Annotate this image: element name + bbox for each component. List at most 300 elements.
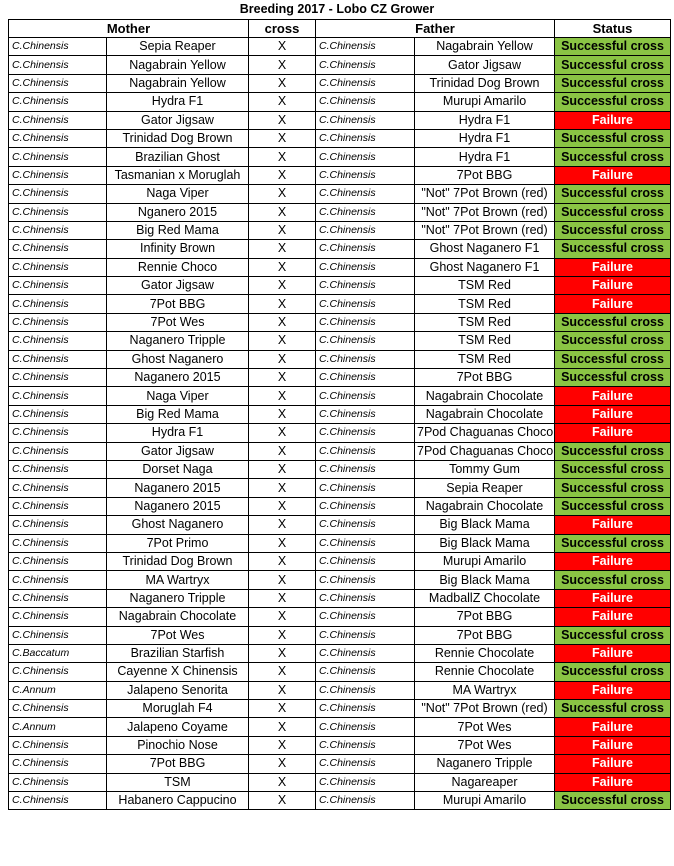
cross-cell: X <box>249 608 316 626</box>
table-row <box>9 571 671 589</box>
cross-cell: X <box>249 221 316 239</box>
status-cell: Failure <box>555 773 671 791</box>
father-species-cell: C.Chinensis <box>316 644 415 662</box>
cross-cell: X <box>249 369 316 387</box>
father-species-cell: C.Chinensis <box>316 56 415 74</box>
father-species-cell: C.Chinensis <box>316 552 415 570</box>
father-name-cell: Murupi Amarilo <box>415 792 555 810</box>
mother-species-cell: C.Chinensis <box>9 442 107 460</box>
table-row <box>9 479 671 497</box>
father-name-cell: Nagabrain Chocolate <box>415 405 555 423</box>
table-row <box>9 589 671 607</box>
status-cell: Successful cross <box>555 460 671 478</box>
mother-name-cell: Cayenne X Chinensis <box>107 663 249 681</box>
mother-species-cell: C.Chinensis <box>9 111 107 129</box>
table-row <box>9 663 671 681</box>
table-row <box>9 185 671 203</box>
mother-name-cell: Brazilian Starfish <box>107 644 249 662</box>
mother-species-cell: C.Annum <box>9 681 107 699</box>
father-name-cell: Nagareaper <box>415 773 555 791</box>
mother-name-cell: Brazilian Ghost <box>107 148 249 166</box>
cross-cell: X <box>249 240 316 258</box>
father-name-cell: Hydra F1 <box>415 148 555 166</box>
mother-species-cell: C.Chinensis <box>9 203 107 221</box>
father-species-cell: C.Chinensis <box>316 350 415 368</box>
father-name-cell: 7Pot BBG <box>415 166 555 184</box>
status-cell: Successful cross <box>555 148 671 166</box>
table-row <box>9 74 671 92</box>
mother-name-cell: Pinochio Nose <box>107 736 249 754</box>
mother-name-cell: Big Red Mama <box>107 221 249 239</box>
cross-cell: X <box>249 387 316 405</box>
status-cell: Successful cross <box>555 185 671 203</box>
father-name-cell: 7Pot Wes <box>415 736 555 754</box>
table-row <box>9 681 671 699</box>
mother-species-cell: C.Chinensis <box>9 755 107 773</box>
father-species-cell: C.Chinensis <box>316 626 415 644</box>
table-row <box>9 221 671 239</box>
mother-name-cell: Naganero Tripple <box>107 332 249 350</box>
mother-species-cell: C.Baccatum <box>9 644 107 662</box>
cross-cell: X <box>249 185 316 203</box>
mother-name-cell: Hydra F1 <box>107 93 249 111</box>
mother-species-cell: C.Chinensis <box>9 626 107 644</box>
father-name-cell: Naganero Tripple <box>415 755 555 773</box>
mother-name-cell: Naganero 2015 <box>107 497 249 515</box>
father-name-cell: Tommy Gum <box>415 460 555 478</box>
father-name-cell: 7Pot BBG <box>415 626 555 644</box>
father-name-cell: Rennie Chocolate <box>415 663 555 681</box>
father-species-cell: C.Chinensis <box>316 203 415 221</box>
status-cell: Successful cross <box>555 700 671 718</box>
table-row <box>9 792 671 810</box>
table-row <box>9 644 671 662</box>
mother-name-cell: Ghost Naganero <box>107 516 249 534</box>
status-cell: Successful cross <box>555 240 671 258</box>
mother-name-cell: 7Pot BBG <box>107 755 249 773</box>
table-row <box>9 626 671 644</box>
status-cell: Failure <box>555 589 671 607</box>
mother-species-cell: C.Chinensis <box>9 608 107 626</box>
status-cell: Successful cross <box>555 38 671 56</box>
status-cell: Successful cross <box>555 442 671 460</box>
table-row <box>9 148 671 166</box>
status-cell: Failure <box>555 424 671 442</box>
mother-species-cell: C.Chinensis <box>9 460 107 478</box>
table-row <box>9 203 671 221</box>
status-cell: Successful cross <box>555 332 671 350</box>
status-cell: Successful cross <box>555 74 671 92</box>
father-species-cell: C.Chinensis <box>316 608 415 626</box>
cross-cell: X <box>249 718 316 736</box>
mother-species-cell: C.Chinensis <box>9 166 107 184</box>
father-species-cell: C.Chinensis <box>316 148 415 166</box>
father-name-cell: "Not" 7Pot Brown (red) <box>415 203 555 221</box>
cross-cell: X <box>249 755 316 773</box>
status-cell: Failure <box>555 277 671 295</box>
father-name-cell: MA Wartryx <box>415 681 555 699</box>
mother-name-cell: Nganero 2015 <box>107 203 249 221</box>
mother-name-cell: Tasmanian x Moruglah <box>107 166 249 184</box>
status-cell: Successful cross <box>555 129 671 147</box>
father-species-cell: C.Chinensis <box>316 571 415 589</box>
father-species-cell: C.Chinensis <box>316 111 415 129</box>
mother-name-cell: Gator Jigsaw <box>107 442 249 460</box>
mother-species-cell: C.Chinensis <box>9 497 107 515</box>
table-body <box>9 38 671 810</box>
cross-cell: X <box>249 589 316 607</box>
cross-cell: X <box>249 258 316 276</box>
mother-name-cell: Jalapeno Coyame <box>107 718 249 736</box>
cross-cell: X <box>249 93 316 111</box>
father-species-cell: C.Chinensis <box>316 258 415 276</box>
father-species-cell: C.Chinensis <box>316 755 415 773</box>
status-cell: Failure <box>555 111 671 129</box>
mother-species-cell: C.Chinensis <box>9 185 107 203</box>
cross-cell: X <box>249 203 316 221</box>
mother-name-cell: Nagabrain Yellow <box>107 56 249 74</box>
table-row <box>9 38 671 56</box>
father-name-cell: Hydra F1 <box>415 129 555 147</box>
mother-name-cell: Moruglah F4 <box>107 700 249 718</box>
father-name-cell: TSM Red <box>415 295 555 313</box>
mother-name-cell: Trinidad Dog Brown <box>107 552 249 570</box>
father-name-cell: Trinidad Dog Brown <box>415 74 555 92</box>
table-row <box>9 111 671 129</box>
mother-species-cell: C.Chinensis <box>9 277 107 295</box>
status-cell: Successful cross <box>555 571 671 589</box>
mother-species-cell: C.Chinensis <box>9 700 107 718</box>
status-cell: Successful cross <box>555 313 671 331</box>
mother-name-cell: Hydra F1 <box>107 424 249 442</box>
father-species-cell: C.Chinensis <box>316 442 415 460</box>
father-name-cell: Murupi Amarilo <box>415 93 555 111</box>
father-name-cell: Gator Jigsaw <box>415 56 555 74</box>
father-species-cell: C.Chinensis <box>316 516 415 534</box>
father-name-cell: Nagabrain Chocolate <box>415 387 555 405</box>
mother-name-cell: Gator Jigsaw <box>107 111 249 129</box>
father-name-cell: Rennie Chocolate <box>415 644 555 662</box>
father-name-cell: 7Pot BBG <box>415 369 555 387</box>
status-cell: Successful cross <box>555 663 671 681</box>
table-row <box>9 700 671 718</box>
mother-name-cell: Dorset Naga <box>107 460 249 478</box>
cross-cell: X <box>249 460 316 478</box>
table-row <box>9 332 671 350</box>
father-species-cell: C.Chinensis <box>316 460 415 478</box>
header-cross: cross <box>249 20 316 38</box>
mother-species-cell: C.Annum <box>9 718 107 736</box>
cross-cell: X <box>249 148 316 166</box>
father-species-cell: C.Chinensis <box>316 185 415 203</box>
mother-species-cell: C.Chinensis <box>9 369 107 387</box>
mother-species-cell: C.Chinensis <box>9 74 107 92</box>
father-name-cell: "Not" 7Pot Brown (red) <box>415 700 555 718</box>
father-species-cell: C.Chinensis <box>316 700 415 718</box>
table-row <box>9 534 671 552</box>
cross-cell: X <box>249 736 316 754</box>
status-cell: Failure <box>555 608 671 626</box>
mother-species-cell: C.Chinensis <box>9 736 107 754</box>
status-cell: Successful cross <box>555 534 671 552</box>
table-row <box>9 295 671 313</box>
mother-species-cell: C.Chinensis <box>9 534 107 552</box>
table-row <box>9 497 671 515</box>
cross-cell: X <box>249 681 316 699</box>
cross-cell: X <box>249 497 316 515</box>
cross-cell: X <box>249 129 316 147</box>
father-name-cell: Sepia Reaper <box>415 479 555 497</box>
status-cell: Successful cross <box>555 93 671 111</box>
father-species-cell: C.Chinensis <box>316 405 415 423</box>
status-cell: Failure <box>555 295 671 313</box>
father-species-cell: C.Chinensis <box>316 424 415 442</box>
father-species-cell: C.Chinensis <box>316 497 415 515</box>
mother-name-cell: Big Red Mama <box>107 405 249 423</box>
mother-species-cell: C.Chinensis <box>9 295 107 313</box>
table-row <box>9 424 671 442</box>
cross-cell: X <box>249 700 316 718</box>
father-species-cell: C.Chinensis <box>316 332 415 350</box>
mother-species-cell: C.Chinensis <box>9 240 107 258</box>
father-name-cell: 7Pot BBG <box>415 608 555 626</box>
father-name-cell: Hydra F1 <box>415 111 555 129</box>
father-name-cell: 7Pot Wes <box>415 718 555 736</box>
father-species-cell: C.Chinensis <box>316 313 415 331</box>
father-species-cell: C.Chinensis <box>316 718 415 736</box>
status-cell: Successful cross <box>555 626 671 644</box>
table-row <box>9 350 671 368</box>
mother-species-cell: C.Chinensis <box>9 663 107 681</box>
sheet-title: Breeding 2017 - Lobo CZ Grower <box>239 2 435 16</box>
father-species-cell: C.Chinensis <box>316 681 415 699</box>
mother-species-cell: C.Chinensis <box>9 479 107 497</box>
mother-species-cell: C.Chinensis <box>9 792 107 810</box>
table-row <box>9 387 671 405</box>
mother-name-cell: Naganero 2015 <box>107 369 249 387</box>
table-row <box>9 552 671 570</box>
mother-species-cell: C.Chinensis <box>9 258 107 276</box>
father-species-cell: C.Chinensis <box>316 221 415 239</box>
mother-species-cell: C.Chinensis <box>9 773 107 791</box>
mother-name-cell: Naganero Tripple <box>107 589 249 607</box>
header-status: Status <box>555 20 671 38</box>
table-row <box>9 755 671 773</box>
status-cell: Successful cross <box>555 221 671 239</box>
table-row <box>9 460 671 478</box>
mother-species-cell: C.Chinensis <box>9 313 107 331</box>
cross-cell: X <box>249 166 316 184</box>
table-row <box>9 56 671 74</box>
mother-name-cell: Nagabrain Chocolate <box>107 608 249 626</box>
father-species-cell: C.Chinensis <box>316 166 415 184</box>
table-row <box>9 405 671 423</box>
status-cell: Failure <box>555 718 671 736</box>
cross-cell: X <box>249 534 316 552</box>
cross-cell: X <box>249 350 316 368</box>
table-row <box>9 736 671 754</box>
status-cell: Failure <box>555 405 671 423</box>
cross-cell: X <box>249 552 316 570</box>
mother-name-cell: Naganero 2015 <box>107 479 249 497</box>
status-cell: Successful cross <box>555 479 671 497</box>
header-father: Father <box>316 20 555 38</box>
father-name-cell: Ghost Naganero F1 <box>415 258 555 276</box>
cross-cell: X <box>249 295 316 313</box>
cross-cell: X <box>249 442 316 460</box>
table-row <box>9 129 671 147</box>
father-species-cell: C.Chinensis <box>316 534 415 552</box>
father-name-cell: Big Black Mama <box>415 534 555 552</box>
cross-cell: X <box>249 405 316 423</box>
mother-name-cell: 7Pot BBG <box>107 295 249 313</box>
status-cell: Failure <box>555 552 671 570</box>
mother-species-cell: C.Chinensis <box>9 571 107 589</box>
cross-cell: X <box>249 313 316 331</box>
status-cell: Failure <box>555 736 671 754</box>
cross-cell: X <box>249 644 316 662</box>
mother-name-cell: Naga Viper <box>107 387 249 405</box>
cross-cell: X <box>249 332 316 350</box>
father-species-cell: C.Chinensis <box>316 240 415 258</box>
cross-cell: X <box>249 663 316 681</box>
father-name-cell: TSM Red <box>415 332 555 350</box>
father-name-cell: Murupi Amarilo <box>415 552 555 570</box>
cross-cell: X <box>249 111 316 129</box>
mother-name-cell: Trinidad Dog Brown <box>107 129 249 147</box>
father-species-cell: C.Chinensis <box>316 773 415 791</box>
mother-name-cell: Naga Viper <box>107 185 249 203</box>
mother-species-cell: C.Chinensis <box>9 93 107 111</box>
status-cell: Successful cross <box>555 497 671 515</box>
mother-species-cell: C.Chinensis <box>9 332 107 350</box>
mother-species-cell: C.Chinensis <box>9 552 107 570</box>
mother-name-cell: 7Pot Wes <box>107 626 249 644</box>
status-cell: Failure <box>555 755 671 773</box>
father-species-cell: C.Chinensis <box>316 387 415 405</box>
cross-cell: X <box>249 424 316 442</box>
father-species-cell: C.Chinensis <box>316 589 415 607</box>
mother-species-cell: C.Chinensis <box>9 589 107 607</box>
mother-name-cell: Infinity Brown <box>107 240 249 258</box>
cross-cell: X <box>249 626 316 644</box>
cross-cell: X <box>249 773 316 791</box>
mother-name-cell: Habanero Cappucino <box>107 792 249 810</box>
status-cell: Failure <box>555 258 671 276</box>
mother-species-cell: C.Chinensis <box>9 516 107 534</box>
mother-species-cell: C.Chinensis <box>9 129 107 147</box>
father-name-cell: "Not" 7Pot Brown (red) <box>415 185 555 203</box>
mother-name-cell: MA Wartryx <box>107 571 249 589</box>
cross-cell: X <box>249 277 316 295</box>
status-cell: Failure <box>555 644 671 662</box>
father-species-cell: C.Chinensis <box>316 129 415 147</box>
mother-species-cell: C.Chinensis <box>9 56 107 74</box>
mother-name-cell: TSM <box>107 773 249 791</box>
father-species-cell: C.Chinensis <box>316 74 415 92</box>
table-row <box>9 718 671 736</box>
father-name-cell: 7Pod Chaguanas Choco <box>415 424 555 442</box>
table-row <box>9 608 671 626</box>
mother-species-cell: C.Chinensis <box>9 405 107 423</box>
cross-cell: X <box>249 516 316 534</box>
mother-name-cell: 7Pot Primo <box>107 534 249 552</box>
status-cell: Failure <box>555 516 671 534</box>
cross-cell: X <box>249 74 316 92</box>
mother-species-cell: C.Chinensis <box>9 350 107 368</box>
father-name-cell: Big Black Mama <box>415 571 555 589</box>
father-species-cell: C.Chinensis <box>316 38 415 56</box>
mother-species-cell: C.Chinensis <box>9 38 107 56</box>
cross-cell: X <box>249 571 316 589</box>
header-mother: Mother <box>9 20 249 38</box>
cross-cell: X <box>249 56 316 74</box>
father-name-cell: TSM Red <box>415 350 555 368</box>
mother-name-cell: Nagabrain Yellow <box>107 74 249 92</box>
father-species-cell: C.Chinensis <box>316 479 415 497</box>
father-name-cell: Nagabrain Yellow <box>415 38 555 56</box>
status-cell: Successful cross <box>555 56 671 74</box>
father-species-cell: C.Chinensis <box>316 663 415 681</box>
table-row <box>9 369 671 387</box>
father-species-cell: C.Chinensis <box>316 736 415 754</box>
father-species-cell: C.Chinensis <box>316 295 415 313</box>
father-name-cell: Ghost Naganero F1 <box>415 240 555 258</box>
status-cell: Failure <box>555 681 671 699</box>
cross-cell: X <box>249 792 316 810</box>
status-cell: Failure <box>555 166 671 184</box>
status-cell: Successful cross <box>555 792 671 810</box>
status-cell: Successful cross <box>555 369 671 387</box>
mother-name-cell: Gator Jigsaw <box>107 277 249 295</box>
mother-species-cell: C.Chinensis <box>9 424 107 442</box>
father-name-cell: Nagabrain Chocolate <box>415 497 555 515</box>
table-row <box>9 166 671 184</box>
cross-cell: X <box>249 38 316 56</box>
mother-species-cell: C.Chinensis <box>9 387 107 405</box>
mother-species-cell: C.Chinensis <box>9 148 107 166</box>
father-name-cell: MadballZ Chocolate <box>415 589 555 607</box>
mother-name-cell: 7Pot Wes <box>107 313 249 331</box>
status-cell: Successful cross <box>555 203 671 221</box>
table-row <box>9 516 671 534</box>
table-row <box>9 773 671 791</box>
father-name-cell: "Not" 7Pot Brown (red) <box>415 221 555 239</box>
mother-name-cell: Jalapeno Senorita <box>107 681 249 699</box>
father-species-cell: C.Chinensis <box>316 93 415 111</box>
mother-species-cell: C.Chinensis <box>9 221 107 239</box>
father-species-cell: C.Chinensis <box>316 277 415 295</box>
father-species-cell: C.Chinensis <box>316 792 415 810</box>
table-row <box>9 277 671 295</box>
father-name-cell: TSM Red <box>415 313 555 331</box>
table-row <box>9 313 671 331</box>
breeding-table <box>8 19 671 810</box>
cross-cell: X <box>249 479 316 497</box>
table-row <box>9 442 671 460</box>
father-name-cell: TSM Red <box>415 277 555 295</box>
father-name-cell: Big Black Mama <box>415 516 555 534</box>
mother-name-cell: Ghost Naganero <box>107 350 249 368</box>
table-row <box>9 93 671 111</box>
header-row <box>9 20 671 38</box>
status-cell: Successful cross <box>555 350 671 368</box>
father-species-cell: C.Chinensis <box>316 369 415 387</box>
status-cell: Failure <box>555 387 671 405</box>
table-row <box>9 240 671 258</box>
father-name-cell: 7Pod Chaguanas Choco <box>415 442 555 460</box>
mother-name-cell: Sepia Reaper <box>107 38 249 56</box>
